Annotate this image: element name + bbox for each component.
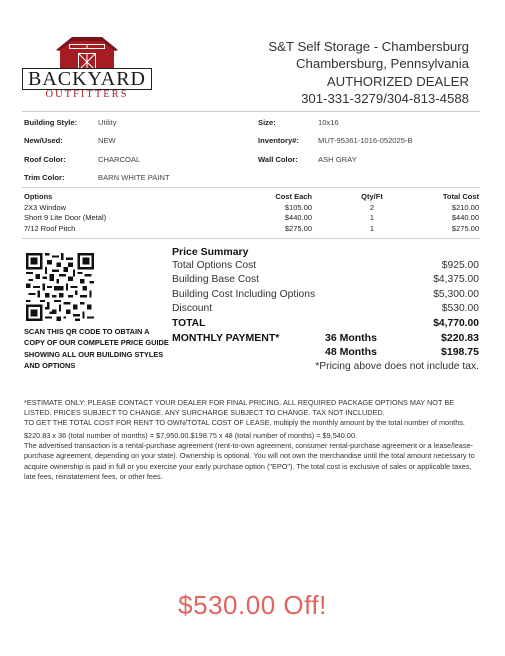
table-row — [24, 224, 479, 235]
new-used-label: New/Used: — [24, 136, 63, 146]
option-name: 7/12 Roof Pitch — [24, 223, 76, 233]
trim-color-value: BARN WHITE PAINT — [98, 172, 170, 182]
disclaimer-rental-terms: The advertised transaction is a rental-purchase agreement (rent-to-own agreement, consumer rental-purchase agreement or a lease/lease-purchase agreement, depending on your state). Ownership is optional. You will not own the merchandise until the total amount necessary to acquire ownership is paid in full or you exercise your early purchase option ("EPO"). The total cost is exclusive of sales or applicable taxes, late fees, reinstatement fees, or other fees. — [24, 441, 475, 481]
logo-wordmark: BACKYARD — [22, 68, 152, 90]
price-label: Building Cost Including Options — [172, 288, 316, 300]
price-value: $925.00 — [441, 260, 479, 271]
info-row — [24, 136, 480, 154]
options-col-total: Total Cost — [442, 192, 479, 201]
building-info — [24, 118, 480, 191]
info-row — [24, 118, 480, 136]
option-name: 2X3 Window — [24, 202, 67, 212]
option-name: Short 9 Lite Door (Metal) — [24, 213, 107, 223]
backyard-outfitters-logo — [22, 36, 152, 104]
monthly-label: MONTHLY PAYMENT* — [172, 331, 280, 344]
options-col-each: Cost Each — [275, 192, 312, 201]
price-row — [172, 289, 479, 303]
price-label: Discount — [172, 303, 213, 315]
option-total: $210.00 — [451, 202, 479, 212]
new-used-value: NEW — [98, 136, 116, 146]
option-qty: 2 — [369, 202, 375, 212]
price-row — [172, 260, 479, 274]
price-row — [172, 274, 479, 288]
divider — [22, 187, 480, 188]
total-value: $4,770.00 — [433, 317, 479, 329]
tax-note: *Pricing above does not include tax. — [315, 360, 479, 372]
wall-color-label: Wall Color: — [258, 154, 298, 164]
option-each: $105.00 — [284, 202, 312, 212]
price-value: $530.00 — [441, 303, 479, 315]
monthly-value: $198.75 — [441, 346, 479, 359]
price-summary — [172, 246, 479, 372]
option-total: $440.00 — [451, 213, 479, 223]
monthly-term: 48 Months — [325, 346, 377, 359]
trim-color-label: Trim Color: — [24, 172, 65, 182]
qr-code-icon[interactable] — [26, 253, 94, 321]
option-qty: 1 — [369, 223, 375, 233]
qr-caption: SCAN THIS QR CODE TO OBTAIN A COPY OF OUR COMPLETE PRICE GUIDE SHOWING ALL OUR BUILDING STYLES AND OPTIONS — [24, 327, 169, 371]
price-label: Total Options Cost — [172, 260, 257, 271]
options-col-qty: Qty/Ft — [361, 192, 383, 201]
disclaimer-total-cost: TO GET THE TOTAL COST FOR RENT TO OWN/TOTAL COST OF LEASE, multiply the monthly amount by the total number of months. — [24, 418, 465, 428]
disclaimer-estimate: *ESTIMATE ONLY: PLEASE CONTACT YOUR DEALER FOR FINAL PRICING. ALL REQUIRED PACKAGE OPTIONS MAY NOT BE LISTED. PRICES SUBJECT TO CHANGE. ANY SURCHARGE SUBJECT TO CHANGE. TAX NOT INCLUDED. — [24, 398, 455, 418]
option-each: $275.00 — [284, 223, 312, 233]
total-label: TOTAL — [172, 317, 206, 329]
option-total: $275.00 — [451, 223, 479, 233]
size-value: 10x16 — [318, 118, 339, 127]
divider — [22, 111, 480, 112]
style-value: Utility — [98, 118, 117, 127]
discount-banner: $530.00 Off! — [178, 590, 327, 620]
option-qty: 1 — [369, 213, 375, 223]
options-header — [24, 192, 479, 203]
dealer-city: Chambersburg, Pennsylvania — [296, 56, 469, 72]
monthly-row — [172, 346, 479, 360]
monthly-value: $220.83 — [441, 331, 479, 344]
total-row — [172, 318, 479, 332]
dealer-phones: 301-331-3279/304-813-4588 — [301, 91, 469, 107]
wall-color-value: ASH GRAY — [318, 154, 357, 164]
disclaimer — [24, 398, 480, 482]
dealer-info — [268, 38, 469, 108]
disclaimer-calculation: $220.83 x 36 (total number of months) = $7,950.00.$198.75 x 48 (total number of months) = $9,540.00. — [24, 431, 358, 441]
monthly-term: 36 Months — [325, 331, 377, 344]
style-label: Building Style: — [24, 118, 78, 127]
size-label: Size: — [258, 118, 276, 127]
table-row — [24, 203, 479, 214]
inventory-label: Inventory#: — [258, 136, 299, 146]
price-row — [172, 303, 479, 317]
dealer-status: AUTHORIZED DEALER — [326, 73, 469, 89]
price-label: Building Base Cost — [172, 274, 260, 286]
options-table — [24, 192, 479, 234]
dealer-name: S&T Self Storage - Chambersburg — [268, 39, 469, 54]
price-value: $5,300.00 — [433, 288, 479, 300]
logo-subtitle: OUTFITTERS — [45, 89, 129, 100]
options-col-name: Options — [24, 192, 53, 201]
divider — [22, 238, 480, 239]
option-each: $440.00 — [284, 213, 312, 223]
inventory-value: MUT-95361-1016-052025-B — [318, 136, 413, 146]
monthly-row — [172, 332, 479, 346]
info-row — [24, 155, 480, 173]
price-value: $4,375.00 — [433, 274, 479, 286]
price-summary-title: Price Summary — [172, 246, 249, 258]
barn-icon — [22, 36, 152, 70]
roof-color-value: CHARCOAL — [98, 154, 141, 164]
table-row — [24, 213, 479, 224]
info-row — [24, 173, 480, 191]
roof-color-label: Roof Color: — [24, 154, 66, 164]
